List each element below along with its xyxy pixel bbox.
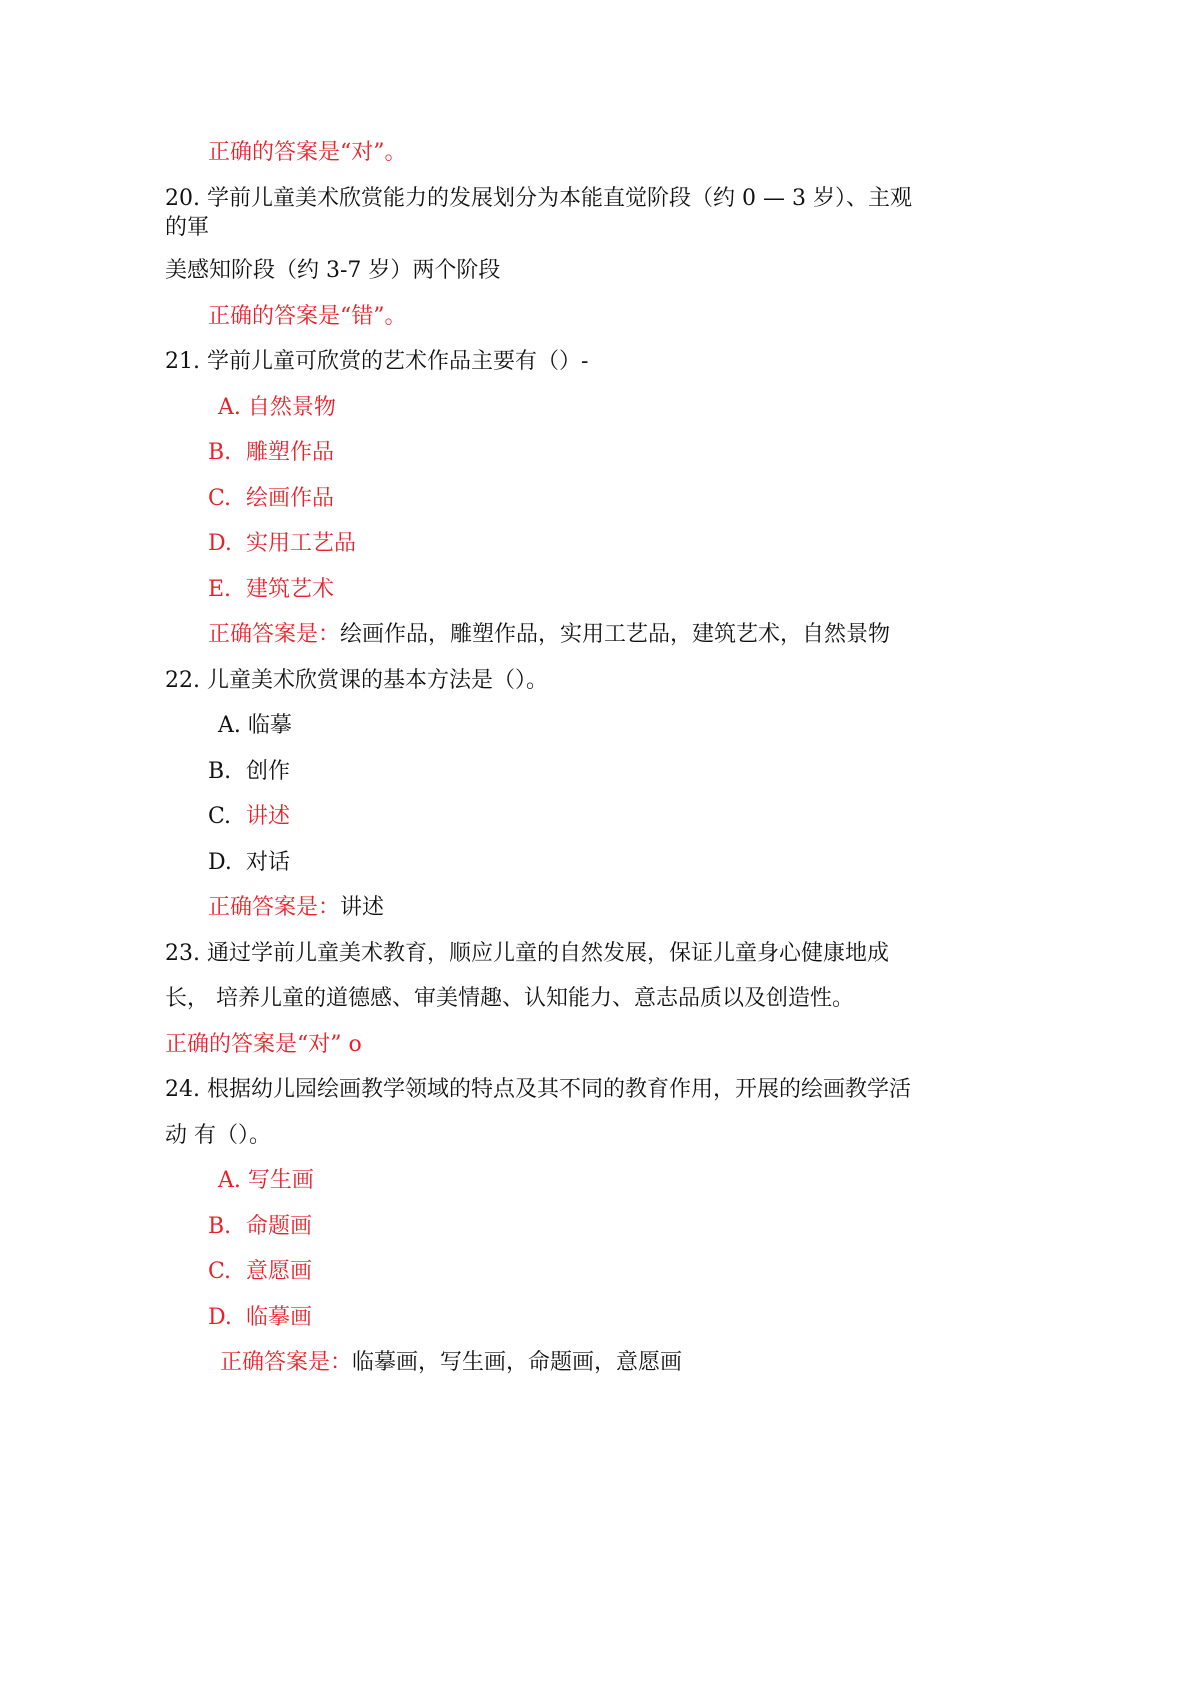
option-letter: C. [208, 804, 232, 829]
option-text: 意愿画 [246, 1259, 313, 1284]
q22-option-d [208, 848, 290, 878]
q21-option-a: A. 自然景物 [218, 395, 336, 420]
q22-option-a: A. 临摹 [218, 713, 292, 738]
q24-option-d [208, 1303, 312, 1333]
q23-question-line-1: 23. 通过学前儿童美术教育，顺应儿童的自然发展，保证儿童身心健康地成 [165, 941, 889, 966]
q24-option-c [208, 1257, 312, 1287]
q23-answer: 正确的答案是“对” o [165, 1032, 362, 1057]
option-letter: B. [208, 759, 232, 784]
q22-answer [208, 893, 384, 923]
answer-label: 正确答案是： [208, 895, 341, 920]
option-letter: E. [208, 577, 232, 602]
q22-option-c [208, 802, 290, 832]
q20-question-line-1: 20. 学前儿童美术欣赏能力的发展划分为本能直觉阶段（约 0 — 3 岁）、主观 [165, 186, 912, 211]
option-text: 临摹画 [246, 1305, 313, 1330]
q21-question: 21. 学前儿童可欣赏的艺术作品主要有（）- [165, 349, 589, 374]
option-letter: C. [208, 486, 232, 511]
option-text: 实用工艺品 [246, 531, 357, 556]
option-letter: C. [208, 1259, 232, 1284]
q21-option-b [208, 438, 334, 468]
option-text: 雕塑作品 [246, 440, 335, 465]
q22-question: 22. 儿童美术欣赏课的基本方法是（）。 [165, 668, 548, 693]
q19-answer: 正确的答案是“对”。 [208, 140, 407, 165]
option-text: 绘画作品 [246, 486, 335, 511]
answer-label: 正确答案是： [220, 1350, 353, 1375]
option-text: 讲述 [246, 804, 291, 829]
q20-question-line-2: 的軍 [165, 215, 210, 240]
option-letter: D. [208, 850, 232, 875]
q21-option-c [208, 484, 334, 514]
option-text: 创作 [246, 759, 291, 784]
q23-question-line-2: 长， 培养儿童的道德感、审美情趣、认知能力、意志品质以及创造性。 [165, 986, 854, 1011]
option-text: 对话 [246, 850, 291, 875]
option-letter: B. [208, 440, 232, 465]
q21-option-d [208, 529, 356, 559]
q20-question-line-3: 美感知阶段（约 3-7 岁）两个阶段 [165, 258, 501, 283]
option-text: 建筑艺术 [246, 577, 335, 602]
option-text: 命题画 [246, 1214, 313, 1239]
option-letter: D. [208, 531, 232, 556]
answer-value: 临摹画，写生画，命题画，意愿画 [352, 1350, 683, 1375]
q20-answer: 正确的答案是“错”。 [208, 304, 407, 329]
q24-option-a: A. 写生画 [218, 1168, 314, 1193]
q24-option-b [208, 1212, 312, 1242]
q22-option-b [208, 757, 290, 787]
answer-label: 正确答案是： [208, 622, 341, 647]
q21-option-e [208, 575, 334, 605]
q24-question-line-1: 24. 根据幼儿园绘画教学领域的特点及其不同的教育作用，开展的绘画教学活 [165, 1077, 911, 1102]
option-letter: D. [208, 1305, 232, 1330]
answer-value: 绘画作品，雕塑作品，实用工艺品，建筑艺术，自然景物 [340, 622, 891, 647]
answer-value: 讲述 [340, 895, 385, 920]
q21-answer [208, 620, 890, 650]
option-letter: B. [208, 1214, 232, 1239]
q24-question-line-2: 动 有（）。 [165, 1123, 271, 1148]
q24-answer [220, 1348, 682, 1378]
